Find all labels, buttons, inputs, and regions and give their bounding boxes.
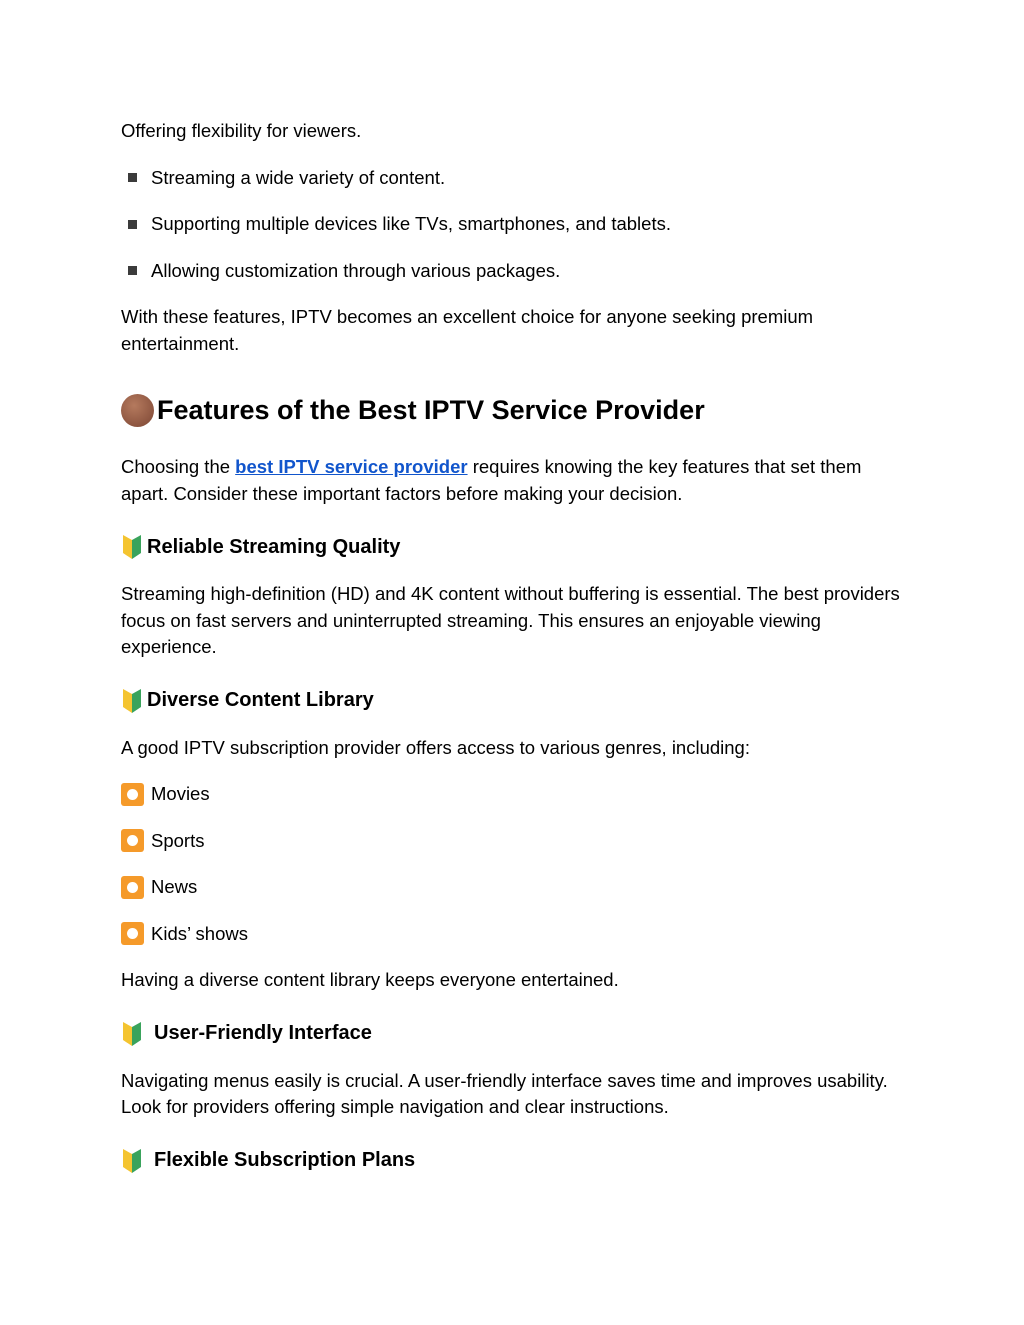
list-item [121,165,911,192]
beginner-leaf-icon [121,1148,143,1174]
subsection-body-interface: Navigating menus easily is crucial. A user-friendly interface saves time and improves usability. Look for providers offering simple navigation and clear instructions. [121,1069,888,1117]
orange-circle-button-icon [121,876,144,899]
subsection-heading-plans [121,1144,911,1178]
list-item [121,258,911,285]
genre-label: Sports [151,829,205,851]
orange-circle-button-icon [121,922,144,945]
subsection-title: Reliable Streaming Quality [147,535,401,558]
list-item [121,874,911,901]
best-iptv-provider-link[interactable]: best IPTV service provider [235,456,468,477]
square-bullet-icon [128,266,137,275]
list-item-text: Allowing customization through various packages. [151,259,561,281]
subsection-body-reliable: Streaming high-definition (HD) and 4K content without buffering is essential. The best providers focus on fast servers and uninterrupted streaming. This ensures an enjoyable viewing experience. [121,583,900,657]
beginner-leaf-icon [121,1021,143,1047]
brown-circle-icon [121,394,154,427]
subsection-title: Flexible Subscription Plans [154,1149,416,1171]
closing-paragraph: With these features, IPTV becomes an excellent choice for anyone seeking premium entertainment. [121,306,814,354]
document-page [121,118,911,1195]
section-title: Features of the Best IPTV Service Provider [157,394,705,425]
orange-circle-button-icon [121,829,144,852]
section-intro-before: Choosing the [121,456,236,477]
subsection-heading-reliable [121,530,911,564]
list-item-text: Supporting multiple devices like TVs, smartphones, and tablets. [151,213,671,235]
orange-circle-button-icon [121,783,144,806]
section-intro-after: requires knowing the key features that set them apart. Consider these important factors before making your decision. [121,456,862,504]
list-item [121,781,911,808]
beginner-leaf-icon [121,534,143,560]
subsection-title: Diverse Content Library [147,689,374,711]
intro-text: Offering flexibility for viewers. [121,120,362,141]
genre-label: Kids’ shows [151,922,248,944]
list-item-text: Streaming a wide variety of content. [151,166,446,188]
subsection-heading-interface [121,1017,911,1051]
list-item [121,921,911,948]
subsection-body-diverse: A good IPTV subscription provider offers access to various genres, including: [121,736,750,758]
square-bullet-icon [128,220,137,229]
genre-label: News [151,876,198,898]
genre-label: Movies [151,783,210,805]
beginner-leaf-icon [121,688,143,714]
list-item [121,828,911,855]
subsection-title: User-Friendly Interface [154,1022,372,1044]
list-item [121,211,911,238]
subsection-heading-diverse [121,684,911,718]
section-heading [121,388,911,432]
features-list [121,165,911,285]
diverse-closing: Having a diverse content library keeps everyone entertained. [121,969,619,990]
section-intro [121,454,911,507]
square-bullet-icon [128,173,137,182]
genres-list [121,781,911,947]
